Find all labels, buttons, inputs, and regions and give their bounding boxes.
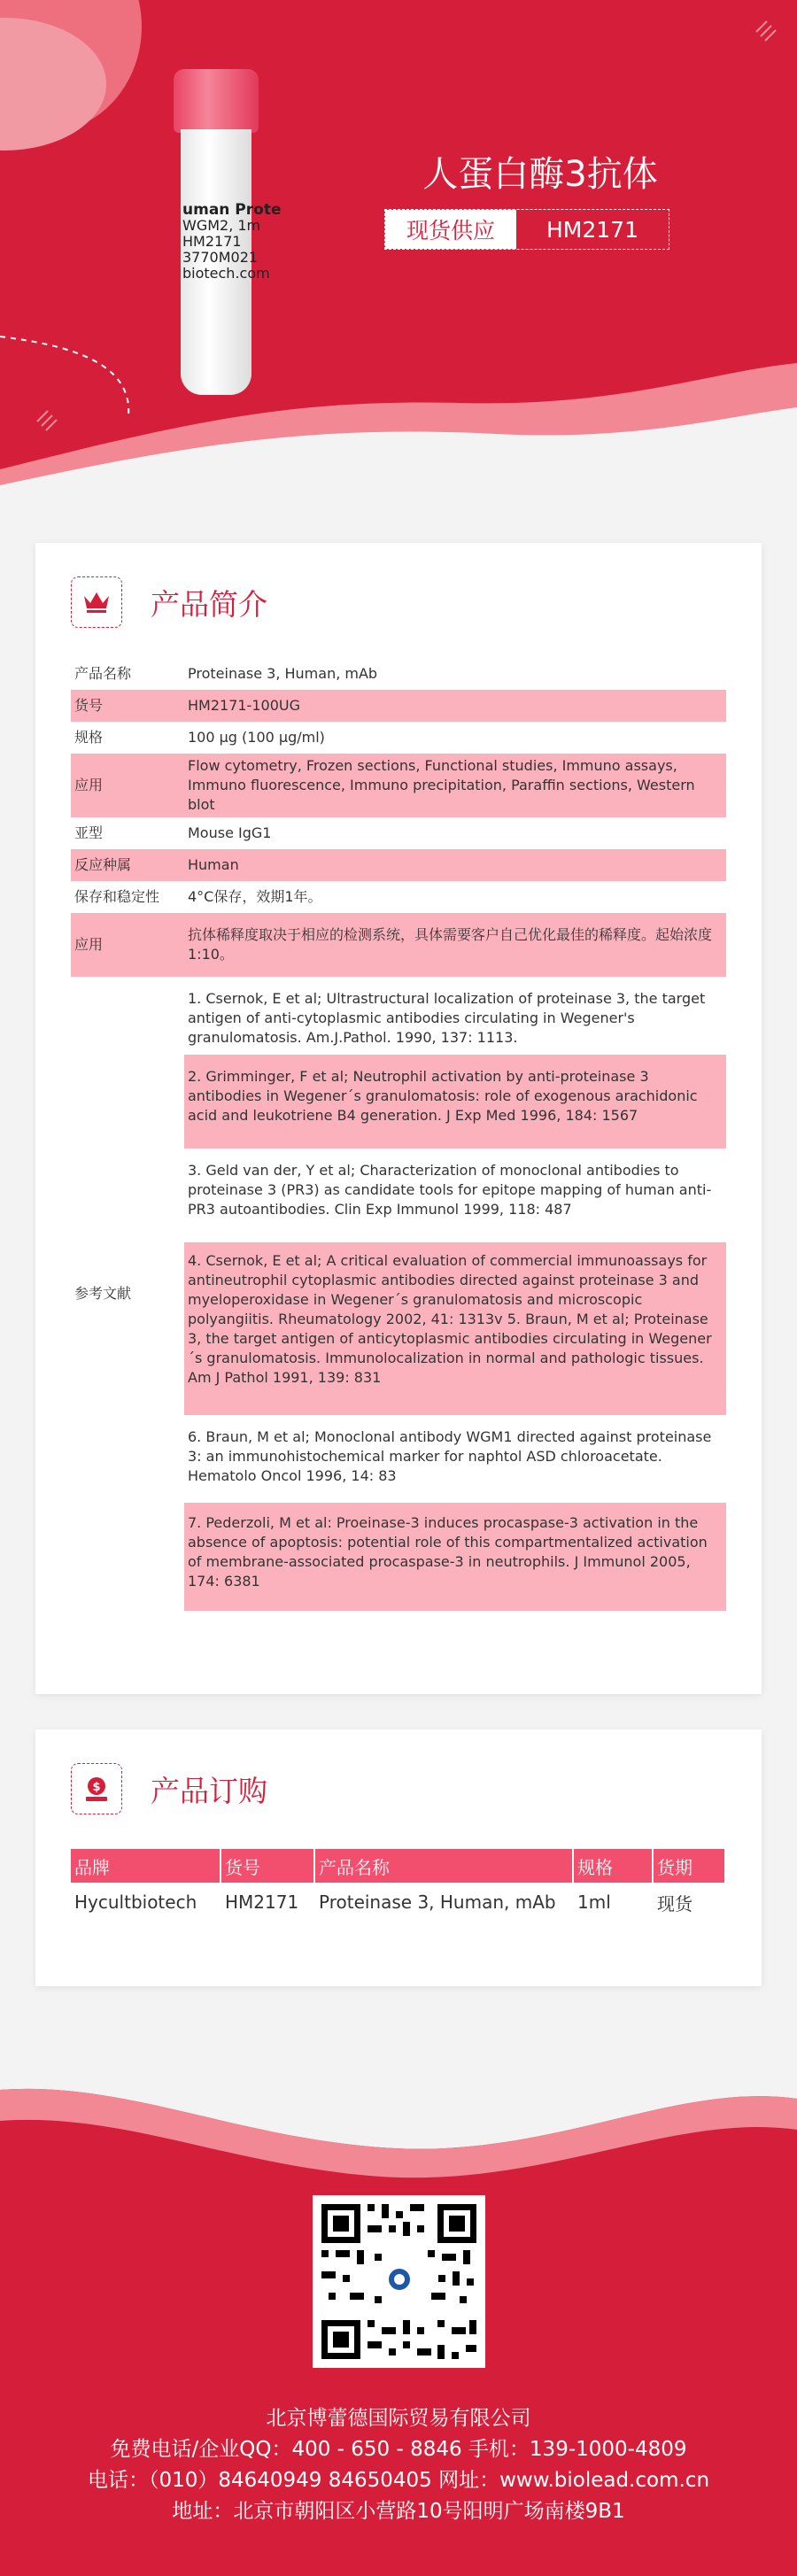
order-header-row xyxy=(71,1849,725,1883)
spec-row xyxy=(71,722,726,754)
references-list xyxy=(184,977,726,1611)
section-header xyxy=(71,1763,267,1814)
reference-item: 7. Pederzoli, M et al: Proeinase-3 induces procaspase-3 activation in the absence of apoptosis: potential role of this compartmentalized activation of membrane-associated procaspase-3 in neutrophils. J Immunol 2005, 174: 6381 xyxy=(184,1503,726,1611)
tube-label xyxy=(182,201,282,282)
footer xyxy=(0,2063,797,2576)
contact-info xyxy=(0,2403,797,2527)
reference-item: 2. Grimminger, F et al; Neutrophil activation by anti-proteinase 3 antibodies in Wegener´s granulomatosis: role of exogenous arachidonic acid and leukotriene B4 generation. J Exp Med 1996, 184: 1567 xyxy=(184,1055,726,1149)
reference-item: 3. Geld van der, Y et al; Characterization of monoclonal antibodies to proteinase 3 (PR3) as candidate tools for epitope mapping of human anti-PR3 autoantibodies. Clin Exp Immunol 1999, 118: 487 xyxy=(188,1162,712,1218)
stock-tag: 现货供应 xyxy=(385,210,516,249)
order-col-brand: 品牌 xyxy=(71,1849,221,1883)
spec-value: HM2171-100UG xyxy=(184,690,726,722)
product-title: 人蛋白酶3抗体 xyxy=(422,154,658,195)
tube-label-line: HM2171 xyxy=(182,233,242,250)
spec-value: Proteinase 3, Human, mAb xyxy=(188,665,378,682)
address: 地址：北京市朝阳区小营路10号阳明广场南楼9B1 xyxy=(172,2500,625,2523)
order-delivery: 现货 xyxy=(653,1883,725,1922)
spec-row-references xyxy=(71,977,726,1611)
product-intro-card xyxy=(35,543,762,1694)
spec-key: 反应种属 xyxy=(71,849,184,881)
order-row xyxy=(71,1883,725,1922)
section-title: 产品订购 xyxy=(151,1773,267,1808)
stock-badge xyxy=(384,209,669,250)
reference-item: 6. Braun, M et al; Monoclonal antibody WGM1 directed against proteinase 3: an immunohistochemical marker for naphtol ASD chloroacetate. Hematolo Oncol 1996, 14: 83 xyxy=(188,1428,712,1484)
spec-row xyxy=(71,658,726,690)
money-bag-icon xyxy=(71,1763,122,1814)
hero-banner xyxy=(0,0,797,496)
section-title: 产品简介 xyxy=(151,586,267,622)
spec-table xyxy=(71,658,726,1611)
product-code: HM2171 xyxy=(546,216,638,243)
order-col-code: 货号 xyxy=(221,1849,314,1883)
tube-label-line: WGM2, 1m xyxy=(182,217,261,234)
spec-key: 货号 xyxy=(71,690,184,722)
tube-label-line: biotech.com xyxy=(182,265,270,282)
spec-value: Mouse IgG1 xyxy=(188,824,272,841)
order-table xyxy=(71,1849,726,1922)
spec-row xyxy=(71,913,726,977)
spec-row xyxy=(71,881,726,913)
spec-row xyxy=(71,849,726,881)
spec-key: 保存和稳定性 xyxy=(74,888,160,905)
stripe-icon xyxy=(754,19,778,43)
spec-row xyxy=(71,690,726,722)
order-name: Proteinase 3, Human, mAb xyxy=(314,1883,573,1922)
hero-wave xyxy=(0,337,797,505)
order-col-delivery: 货期 xyxy=(653,1849,725,1883)
spec-key: 应用 xyxy=(71,754,184,817)
qr-code-icon xyxy=(313,2195,485,2368)
spec-value: 抗体稀释度取决于相应的检测系统，具体需要客户自己优化最佳的稀释度。起始浓度1:10。 xyxy=(184,913,726,977)
order-col-name: 产品名称 xyxy=(314,1849,573,1883)
spec-value: 100 µg (100 µg/ml) xyxy=(188,729,325,746)
tel-website: 电话：（010）84640949 84650405 网址：www.biolead.com.cn xyxy=(87,2469,710,2492)
spec-key: 产品名称 xyxy=(74,665,132,682)
company-name: 北京博蕾德国际贸易有限公司 xyxy=(266,2407,531,2430)
tube-cap xyxy=(174,69,259,133)
phone-info: 免费电话/企业QQ：400 - 650 - 8846 手机：139-1000-4809 xyxy=(110,2438,687,2461)
crown-icon xyxy=(71,576,122,628)
spec-key: 应用 xyxy=(71,913,184,977)
order-spec: 1ml xyxy=(573,1883,653,1922)
spec-value: Human xyxy=(184,849,726,881)
order-code: HM2171 xyxy=(221,1883,314,1922)
spec-row xyxy=(71,754,726,817)
section-header xyxy=(71,576,267,628)
order-col-spec: 规格 xyxy=(573,1849,653,1883)
spec-row xyxy=(71,817,726,849)
product-order-card xyxy=(35,1729,762,1986)
spec-value: Flow cytometry, Frozen sections, Functional studies, Immuno assays, Immuno fluorescence, Immuno precipitation, Paraffin sections, Western blot xyxy=(184,754,726,817)
spec-key: 规格 xyxy=(74,729,104,746)
spec-value: 4°C保存，效期1年。 xyxy=(188,888,322,905)
spec-key: 亚型 xyxy=(74,824,104,841)
tube-label-line: 3770M021 xyxy=(182,249,259,266)
reference-item: 1. Csernok, E et al; Ultrastructural localization of proteinase 3, the target antigen of anti-cytoplasmic antibodies circulating in Wegener's granulomatosis. Am.J.Pathol. 1990, 137: 1113. xyxy=(188,990,706,1046)
order-brand: Hycultbiotech xyxy=(71,1883,221,1922)
spec-key: 参考文献 xyxy=(74,1285,132,1302)
tube-label-line: uman Prote xyxy=(182,201,282,219)
reference-item: 4. Csernok, E et al; A critical evaluation of commercial immunoassays for antineutrophil cytoplasmic antibodies directed against proteinase 3 and myeloperoxidase in Wegener´s granulomatosis and microscopic polyangiitis. Rheumatology 2002, 41: 1313v 5. Braun, M et al; Proteinase 3, the target antigen of anticytoplasmic antibodies circulating in Wegener´s granulomatosis. Immunolocalization in normal and pathologic tissues. Am J Pathol 1991, 139: 831 xyxy=(184,1242,726,1415)
svg-text:$: $ xyxy=(92,1781,101,1794)
